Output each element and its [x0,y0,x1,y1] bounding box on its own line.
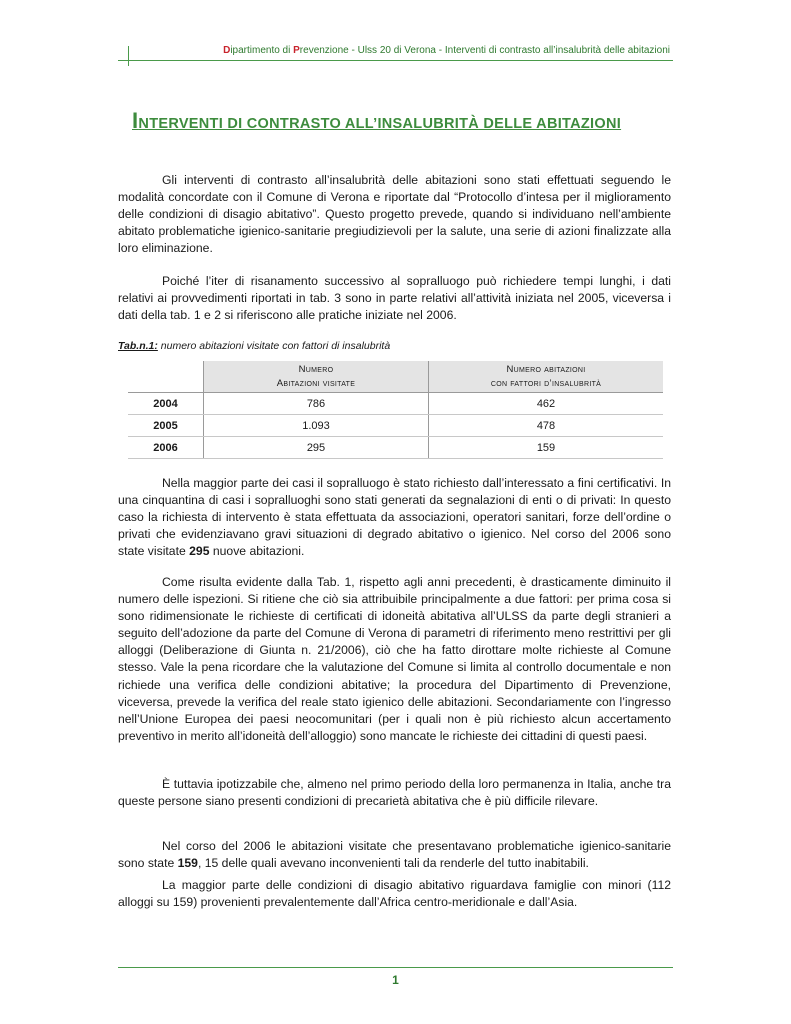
p3-bold-count: 295 [189,544,210,559]
table-row [128,415,663,437]
header-text-2: revenzione - Ulss 20 di Verona - Interventi di contrasto all’insalubrità delle abitazioni [299,45,670,56]
row-year: 2004 [128,393,204,415]
header-unhealthy-line1: Numero abitazioni [506,363,586,375]
p6-bold-count: 159 [177,856,198,871]
header-tick [128,46,129,66]
header-initial-d: D [223,45,231,56]
title-initial: I [132,108,139,133]
header-visited-line1: Numero [298,363,334,375]
table-header-unhealthy [429,361,664,393]
p3-text-a: Nella maggior parte dei casi il sopralluogo è stato richiesto dall’interessato a fini certificativi. In una cinquantina di casi i sopralluoghi sono stati generati da segnalazioni di enti o di privati: In questo caso la richiesta di intervento è stata effettuata da associazioni, operatori sanitari, forze dell’ordine o privati che evidenziavano gravi situazioni di degrado abitativo o igienico. Nel corso del 2006 sono state visitate [118,476,671,559]
header-rule [118,60,673,61]
row-visited: 786 [204,393,429,415]
table-row [128,393,663,415]
row-year: 2005 [128,415,204,437]
row-unhealthy: 159 [429,437,664,459]
paragraph-intro: Gli interventi di contrasto all’insalubrità delle abitazioni sono stati effettuati seguendo le modalità concordate con il Comune di Verona e riportate dal “Protocollo d’intesa per il miglioramento delle condizioni di disagio abitativo”. Questo progetto prevede, quando si individuano nell’ambiente abitato problematiche igienico-sanitarie pregiudizievoli per la salute, una serie di azioni finalizzate alla loro eliminazione. [118,173,671,256]
table-caption-label: Tab.n.1: [118,340,158,352]
header-text-1: ipartimento di [230,45,294,56]
p6-text-b: , 15 delle quali avevano inconvenienti tali da renderle del tutto inabitabili. [197,856,589,871]
header-initial-p: P [293,45,300,56]
row-visited: 1.093 [204,415,429,437]
header-visited-line2: Abitazioni visitate [276,377,356,389]
data-table [128,361,663,459]
p3-text-b: nuove abitazioni. [209,544,305,559]
paragraph-requests [118,475,671,560]
paragraph-hypothesis: È tuttavia ipotizzabile che, almeno nel primo periodo della loro permanenza in Italia, anche tra queste persone siano presenti condizioni di precarietà abitativa che è più difficile rilevare. [118,777,671,809]
page-header [118,45,670,56]
table-caption-text: numero abitazioni visitate con fattori di insalubrità [157,340,391,352]
page-title [132,108,692,134]
table-row [128,437,663,459]
row-unhealthy: 478 [429,415,664,437]
title-rest: NTERVENTI DI CONTRASTO ALL’INSALUBRITÀ DELLE ABITAZIONI [138,116,622,132]
header-unhealthy-line2: con fattori d’insalubrità [490,377,602,389]
paragraph-problems [118,838,671,872]
row-visited: 295 [204,437,429,459]
row-unhealthy: 462 [429,393,664,415]
table-header-empty [128,361,204,393]
table-caption [118,340,390,352]
footer-rule [118,967,673,968]
paragraph-decrease: Come risulta evidente dalla Tab. 1, rispetto agli anni precedenti, è drasticamente diminuito il numero delle ispezioni. Si ritiene che ciò sia attribuibile principalmente a due fattori: per prima cosa si sono ridimensionate le richieste di certificati di idoneità abitativa all’ULSS da parte degli stranieri a seguito dell’adozione da parte del Comune di Verona di parametri di riferimento meno restrittivi per gli alloggi (Deliberazione di Giunta n. 21/2006), ciò che ha fatto dirottare molte richieste al Comune stesso. Vale la pena ricordare che la valutazione del Comune si limita al controllo documentale e non richiede una verifica delle condizioni abitative; la procedura del Dipartimento di Prevenzione, viceversa, prevede la verifica del reale stato igienico delle abitazioni. Secondariamente con l’ingresso nell’Unione Europea dei paesi neocomunitari (per i quali non è più richiesto alcun accertamento preventivo in merito all’idoneità dell’alloggio) sono mancate le richieste dei cittadini di questi paesi. [118,575,671,743]
table-header-visited [204,361,429,393]
page-number: 1 [392,973,399,987]
p6-text-a: Nel corso del 2006 le abitazioni visitate che presentavano problematiche igienico-sanitarie sono state [118,839,671,871]
paragraph-iter: Poiché l’iter di risanamento successivo al sopralluogo può richiedere tempi lunghi, i dati relativi ai provvedimenti riportati in tab. 3 sono in parte relativi all’attività iniziata nel 2005, viceversa i dati della tab. 1 e 2 si riferiscono alle pratiche iniziate nel 2006. [118,274,671,323]
paragraph-families: La maggior parte delle condizioni di disagio abitativo riguardava famiglie con minori (112 alloggi su 159) provenienti prevalentemente dall’Africa centro-meridionale e dall’Asia. [118,878,671,910]
table-header-row [128,361,663,393]
row-year: 2006 [128,437,204,459]
